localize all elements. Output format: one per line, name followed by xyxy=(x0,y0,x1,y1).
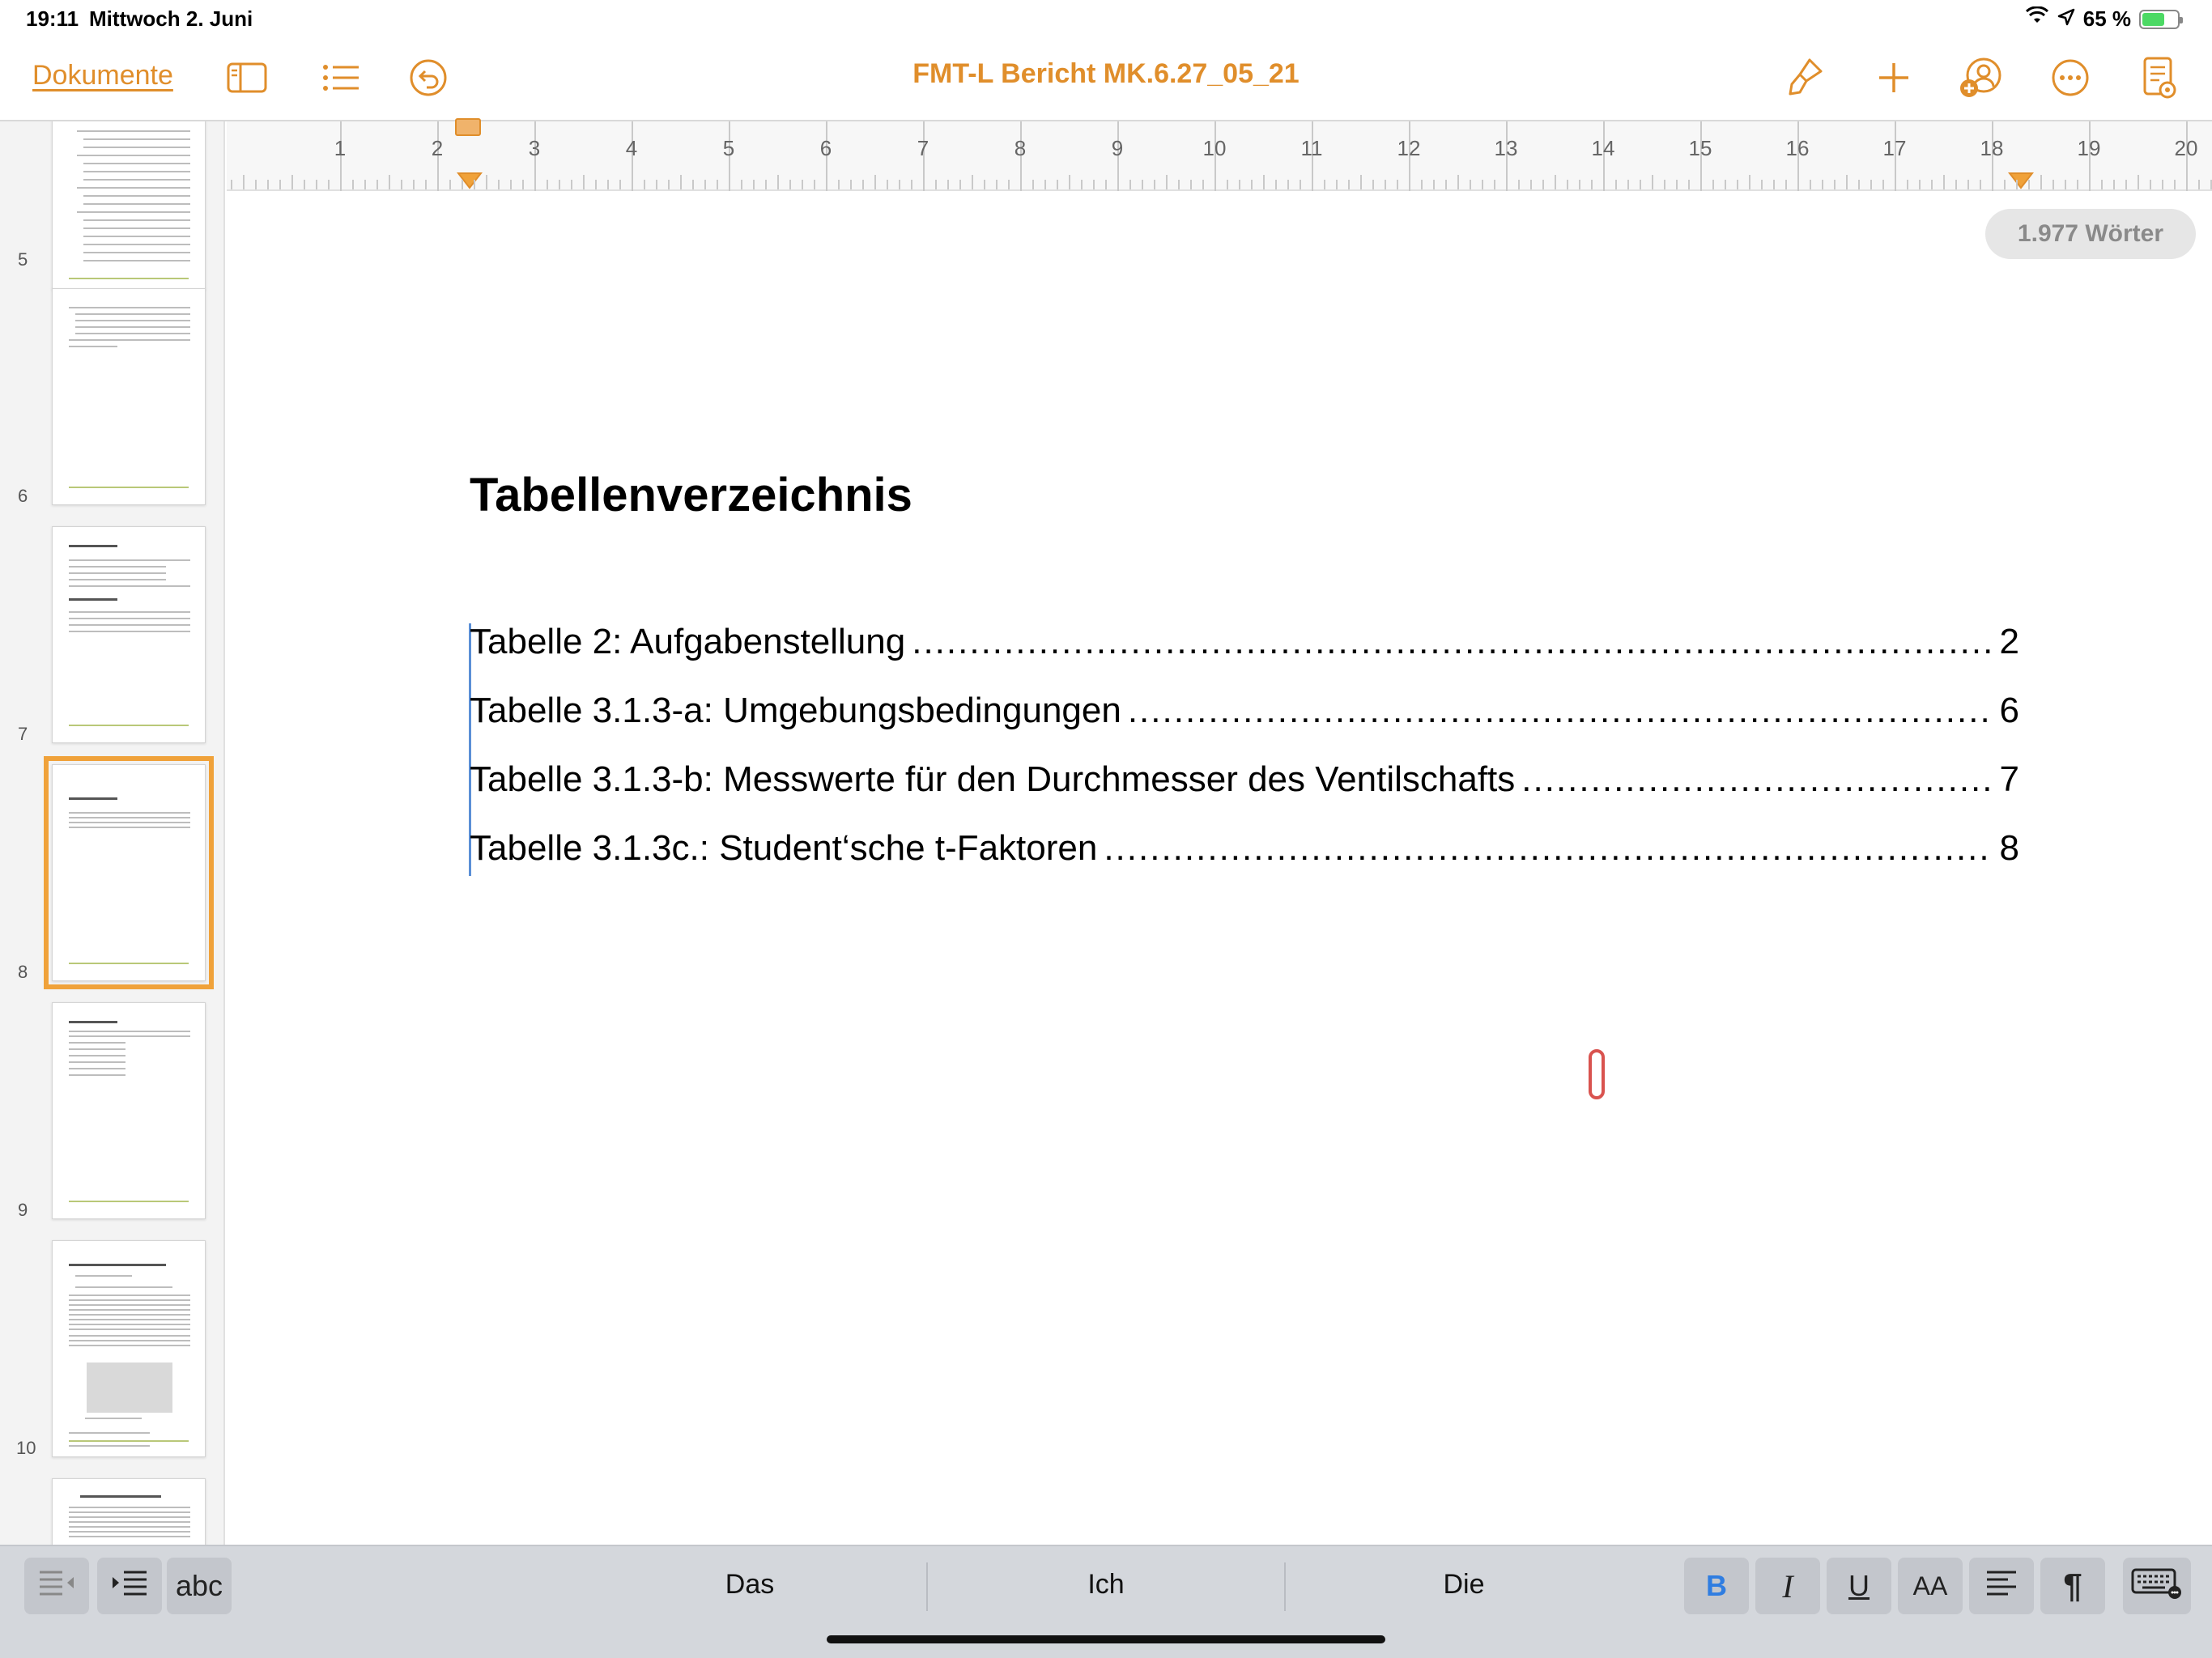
ruler-minor-tick xyxy=(1409,175,1410,189)
page-thumbnails-sidebar[interactable] xyxy=(0,121,225,1545)
documents-back-button[interactable]: Dokumente xyxy=(32,60,173,91)
ruler-minor-tick xyxy=(1797,175,1799,189)
ruler-minor-tick xyxy=(947,180,949,189)
ruler-minor-tick xyxy=(1542,180,1544,189)
ruler-minor-tick xyxy=(1081,180,1083,189)
ruler-minor-tick xyxy=(814,180,815,189)
ruler-number: 7 xyxy=(917,136,929,160)
toc-entry-page: 8 xyxy=(1999,828,2019,868)
ruler-minor-tick xyxy=(425,180,427,189)
suggestion-3[interactable]: Die xyxy=(1443,1569,1485,1600)
ruler-minor-tick xyxy=(2101,180,2103,189)
page-thumbnail-11[interactable] xyxy=(52,1478,206,1545)
ruler-number: 4 xyxy=(625,136,638,160)
ruler-minor-tick xyxy=(389,175,390,189)
page-thumbnail-5[interactable] xyxy=(52,121,206,290)
toc-entry-label: Tabelle 3.1.3-a: Umgebungsbedingungen xyxy=(470,691,1121,730)
ruler-minor-tick xyxy=(1433,180,1435,189)
ruler-minor-tick xyxy=(887,180,888,189)
more-button[interactable] xyxy=(2042,52,2099,107)
keyboard-icon xyxy=(2131,1567,2183,1606)
page-number-8: 8 xyxy=(18,962,28,982)
ruler-number: 14 xyxy=(1591,136,1615,160)
ruler-minor-tick xyxy=(923,175,925,189)
page-thumbnail-9[interactable] xyxy=(52,1002,206,1219)
page-heading[interactable]: Tabellenverzeichnis xyxy=(470,469,912,521)
ruler-minor-tick xyxy=(1020,175,1022,189)
ruler-minor-tick xyxy=(619,180,621,189)
page-thumbnail-7[interactable] xyxy=(52,526,206,743)
toc-entry-label: Tabelle 2: Aufgabenstellung xyxy=(470,622,906,661)
ruler-minor-tick xyxy=(1324,180,1325,189)
bold-button[interactable]: B xyxy=(1684,1558,1749,1614)
ruler-minor-tick xyxy=(583,175,585,189)
ruler-minor-tick xyxy=(753,180,755,189)
ruler-minor-tick xyxy=(1300,180,1301,189)
ruler-minor-tick xyxy=(1761,180,1763,189)
ruler-minor-tick xyxy=(1372,180,1374,189)
ruler-minor-tick xyxy=(1992,175,1993,189)
ruler-minor-tick xyxy=(1555,175,1556,189)
ruler-minor-tick xyxy=(1907,180,1908,189)
ruler-minor-tick xyxy=(449,180,451,189)
toc-leader-dots xyxy=(1104,828,1993,869)
ruler-minor-tick xyxy=(2016,180,2018,189)
ruler-minor-tick xyxy=(1251,180,1253,189)
collaborate-button[interactable] xyxy=(1950,52,2014,107)
ruler-minor-tick xyxy=(1227,180,1228,189)
ruler-minor-tick xyxy=(1567,180,1568,189)
ruler-minor-tick xyxy=(352,180,354,189)
ruler-number: 13 xyxy=(1494,136,1518,160)
paintbrush-icon xyxy=(1785,57,1824,103)
ruler-minor-tick xyxy=(2174,180,2176,189)
thumbnail-image xyxy=(87,1363,172,1413)
ruler-minor-tick xyxy=(1749,175,1750,189)
ruler-number: 18 xyxy=(1980,136,2004,160)
ruler-minor-tick xyxy=(1615,180,1617,189)
ruler-minor-tick xyxy=(1919,180,1921,189)
ruler-minor-tick xyxy=(316,180,317,189)
ruler-minor-tick xyxy=(2150,180,2151,189)
toc-entry-label: Tabelle 3.1.3-b: Messwerte für den Durchmesser des Ventilschafts xyxy=(470,759,1516,799)
toc-entry-label: Tabelle 3.1.3c.: Student‘sche t-Faktoren xyxy=(470,828,1098,868)
page-thumbnail-8[interactable] xyxy=(52,764,206,981)
ruler-number: 8 xyxy=(1014,136,1027,160)
ruler-minor-tick xyxy=(1931,180,1933,189)
ruler-minor-tick xyxy=(1967,180,1969,189)
outdent-icon xyxy=(38,1569,75,1604)
ruler-minor-tick xyxy=(1263,175,1265,189)
ruler-minor-tick xyxy=(1457,175,1459,189)
ruler-minor-tick xyxy=(668,180,670,189)
toc-entry-page: 6 xyxy=(1999,691,2019,730)
plus-icon xyxy=(1876,60,1912,100)
ruler-minor-tick xyxy=(1773,180,1775,189)
ruler-minor-tick xyxy=(899,180,900,189)
ruler[interactable] xyxy=(227,121,2212,191)
ruler-minor-tick xyxy=(2186,175,2188,189)
ruler-minor-tick xyxy=(1117,175,1119,189)
ruler-minor-tick xyxy=(1579,180,1580,189)
toc-entry[interactable] xyxy=(470,622,2019,670)
ruler-number: 17 xyxy=(1882,136,1907,160)
ruler-minor-tick xyxy=(1627,180,1629,189)
ruler-minor-tick xyxy=(704,180,706,189)
ruler-number: 20 xyxy=(2174,136,2198,160)
hide-keyboard-button[interactable] xyxy=(2123,1558,2191,1614)
ruler-minor-tick xyxy=(692,180,694,189)
ruler-minor-tick xyxy=(2004,180,2006,189)
font-size-button[interactable]: AA xyxy=(1898,1558,1963,1614)
ruler-minor-tick xyxy=(1700,175,1702,189)
ruler-minor-tick xyxy=(741,180,742,189)
format-button[interactable] xyxy=(1776,52,1833,107)
ruler-minor-tick xyxy=(1810,180,1811,189)
ruler-minor-tick xyxy=(1105,180,1107,189)
left-indent-marker[interactable] xyxy=(457,172,483,193)
toc-leader-dots xyxy=(1128,691,1993,731)
ruler-minor-tick xyxy=(1955,180,1957,189)
ruler-minor-tick xyxy=(1494,180,1495,189)
ellipsis-icon xyxy=(2051,58,2090,101)
alignment-button[interactable] xyxy=(1969,1558,2034,1614)
indent-button[interactable] xyxy=(97,1558,162,1614)
ruler-minor-tick xyxy=(1858,180,1860,189)
ruler-minor-tick xyxy=(1129,180,1131,189)
ruler-minor-tick xyxy=(1518,180,1520,189)
ruler-minor-tick xyxy=(243,175,245,189)
ruler-minor-tick xyxy=(1239,180,1240,189)
ruler-minor-tick xyxy=(1785,180,1787,189)
ruler-minor-tick xyxy=(984,180,985,189)
ruler-minor-tick xyxy=(2162,180,2163,189)
toc-entry[interactable] xyxy=(470,828,2019,877)
ruler-minor-tick xyxy=(1287,180,1289,189)
ruler-minor-tick xyxy=(1870,180,1872,189)
ruler-minor-tick xyxy=(1980,180,1981,189)
ruler-minor-tick xyxy=(2113,180,2115,189)
ruler-minor-tick xyxy=(595,180,597,189)
ruler-minor-tick xyxy=(1202,180,1204,189)
ruler-minor-tick xyxy=(2198,180,2200,189)
ruler-minor-tick xyxy=(1069,175,1070,189)
ruler-minor-tick xyxy=(2125,180,2127,189)
wifi-icon xyxy=(2025,6,2049,32)
pilcrow-button[interactable]: ¶ xyxy=(2040,1558,2105,1614)
ruler-minor-tick xyxy=(1032,180,1034,189)
ruler-minor-tick xyxy=(850,180,852,189)
ruler-minor-tick xyxy=(874,175,876,189)
ruler-minor-tick xyxy=(231,180,232,189)
ruler-number: 5 xyxy=(722,136,735,160)
ruler-minor-tick xyxy=(656,180,657,189)
page-thumbnail-10[interactable] xyxy=(52,1240,206,1457)
ruler-minor-tick xyxy=(862,180,864,189)
ruler-minor-tick xyxy=(522,180,524,189)
ruler-minor-tick xyxy=(1312,175,1313,189)
ruler-number: 2 xyxy=(431,136,444,160)
ruler-minor-tick xyxy=(1506,175,1508,189)
ruler-minor-tick xyxy=(1676,180,1678,189)
ruler-minor-tick xyxy=(1336,180,1338,189)
ruler-minor-tick xyxy=(680,175,682,189)
ruler-minor-tick xyxy=(1397,180,1398,189)
ruler-minor-tick xyxy=(2138,175,2139,189)
ruler-minor-tick xyxy=(972,175,973,189)
ruler-number: 10 xyxy=(1202,136,1227,160)
suggestion-2[interactable]: Ich xyxy=(1087,1569,1125,1600)
pointer-caret xyxy=(1589,1049,1605,1099)
ruler-minor-tick xyxy=(474,180,475,189)
location-arrow-icon xyxy=(2057,6,2075,32)
ruler-minor-tick xyxy=(486,175,487,189)
suggestion-1[interactable]: Das xyxy=(725,1569,775,1600)
toc-leader-dots xyxy=(912,622,1993,662)
ruler-minor-tick xyxy=(765,180,767,189)
ruler-minor-tick xyxy=(1737,180,1738,189)
ruler-minor-tick xyxy=(437,175,439,189)
ruler-minor-tick xyxy=(1712,180,1714,189)
page-number-9: 9 xyxy=(18,1200,28,1220)
ruler-minor-tick xyxy=(571,180,572,189)
ruler-minor-tick xyxy=(1154,180,1155,189)
ruler-minor-tick xyxy=(1044,180,1046,189)
ruler-number: 1 xyxy=(334,136,347,160)
ruler-minor-tick xyxy=(996,180,998,189)
ruler-minor-tick xyxy=(1214,175,1216,189)
page-number-10: 10 xyxy=(16,1438,36,1458)
ruler-minor-tick xyxy=(717,180,718,189)
ruler-minor-tick xyxy=(1482,180,1483,189)
ruler-minor-tick xyxy=(1895,175,1896,189)
ruler-number: 9 xyxy=(1111,136,1124,160)
add-person-icon xyxy=(1959,56,2005,104)
ruler-number: 11 xyxy=(1300,136,1323,160)
ruler-minor-tick xyxy=(1421,180,1423,189)
ruler-minor-tick xyxy=(340,175,342,189)
underline-button[interactable]: U xyxy=(1827,1558,1891,1614)
ruler-minor-tick xyxy=(1385,180,1386,189)
ruler-minor-tick xyxy=(2028,180,2030,189)
page-number-7: 7 xyxy=(18,724,28,744)
ruler-minor-tick xyxy=(534,175,536,189)
ruler-minor-tick xyxy=(1057,180,1058,189)
ruler-minor-tick xyxy=(255,180,257,189)
ruler-minor-tick xyxy=(802,180,803,189)
ruler-minor-tick xyxy=(401,180,402,189)
ruler-minor-tick xyxy=(559,180,560,189)
toc-entry[interactable] xyxy=(470,691,2019,739)
insert-button[interactable] xyxy=(1865,52,1922,107)
align-left-icon xyxy=(1985,1569,2018,1603)
ruler-minor-tick xyxy=(462,180,463,189)
page-thumbnail-6[interactable] xyxy=(52,288,206,505)
toc-entry-page: 2 xyxy=(1999,622,2019,661)
toc-leader-dots xyxy=(1521,759,1993,800)
ruler-minor-tick xyxy=(935,180,937,189)
first-line-indent-handle[interactable] xyxy=(455,118,481,136)
ruler-minor-tick xyxy=(1190,180,1192,189)
document-view-icon xyxy=(2142,56,2177,104)
ruler-minor-tick xyxy=(1275,180,1277,189)
outdent-button[interactable] xyxy=(24,1558,89,1614)
ruler-number: 15 xyxy=(1688,136,1712,160)
battery-percent: 65 % xyxy=(2082,6,2131,31)
ruler-minor-tick xyxy=(547,180,548,189)
ruler-minor-tick xyxy=(838,180,840,189)
ruler-minor-tick xyxy=(1664,180,1665,189)
ruler-minor-tick xyxy=(2077,180,2078,189)
ruler-minor-tick xyxy=(1603,175,1605,189)
ruler-minor-tick xyxy=(498,180,500,189)
page-number-6: 6 xyxy=(18,486,28,506)
battery-icon xyxy=(2139,10,2180,29)
ruler-minor-tick xyxy=(729,175,730,189)
ruler-minor-tick xyxy=(1943,175,1945,189)
ruler-minor-tick xyxy=(510,180,512,189)
ruler-minor-tick xyxy=(364,180,366,189)
ruler-minor-tick xyxy=(1725,180,1726,189)
toc-entry-page: 7 xyxy=(1999,759,2019,799)
ruler-minor-tick xyxy=(1142,180,1143,189)
status-date: Mittwoch 2. Juni xyxy=(89,6,253,31)
ruler-minor-tick xyxy=(1640,180,1641,189)
ruler-number: 6 xyxy=(819,136,832,160)
ruler-minor-tick xyxy=(911,180,912,189)
status-indicators xyxy=(2025,6,2180,32)
ruler-minor-tick xyxy=(644,180,645,189)
abc-button[interactable]: abc xyxy=(167,1558,232,1614)
ruler-minor-tick xyxy=(1470,180,1471,189)
indent-icon xyxy=(111,1569,148,1604)
ruler-minor-tick xyxy=(1834,180,1836,189)
ruler-minor-tick xyxy=(328,180,330,189)
document-title[interactable]: FMT-L Bericht MK.6.27_05_21 xyxy=(912,58,1300,89)
ruler-minor-tick xyxy=(1093,180,1095,189)
ruler-minor-tick xyxy=(1348,180,1350,189)
ruler-minor-tick xyxy=(632,175,633,189)
ruler-minor-tick xyxy=(777,175,779,189)
ruler-minor-tick xyxy=(291,175,293,189)
ruler-number: 19 xyxy=(2077,136,2101,160)
ruler-minor-tick xyxy=(789,180,791,189)
home-indicator[interactable] xyxy=(827,1635,1385,1643)
ruler-minor-tick xyxy=(1360,175,1362,189)
ruler-minor-tick xyxy=(607,180,609,189)
ruler-minor-tick xyxy=(1652,175,1653,189)
ruler-minor-tick xyxy=(959,180,961,189)
ruler-minor-tick xyxy=(413,180,415,189)
ruler-minor-tick xyxy=(1008,180,1010,189)
word-count-badge[interactable]: 1.977 Wörter xyxy=(1985,209,2196,259)
status-time: 19:11 xyxy=(26,6,79,31)
ruler-minor-tick xyxy=(2040,175,2042,189)
ruler-minor-tick xyxy=(1445,180,1447,189)
toc-entry[interactable] xyxy=(470,759,2019,808)
ruler-minor-tick xyxy=(1688,180,1690,189)
italic-button[interactable]: I xyxy=(1755,1558,1820,1614)
ruler-minor-tick xyxy=(1846,175,1848,189)
ruler-minor-tick xyxy=(1178,180,1180,189)
ruler-minor-tick xyxy=(826,175,827,189)
ruler-minor-tick xyxy=(304,180,305,189)
ruler-minor-tick xyxy=(2052,180,2054,189)
ruler-number: 16 xyxy=(1785,136,1810,160)
page-number-5: 5 xyxy=(18,249,28,270)
ruler-minor-tick xyxy=(2089,175,2091,189)
ruler-minor-tick xyxy=(267,180,269,189)
ruler-minor-tick xyxy=(1822,180,1823,189)
ruler-minor-tick xyxy=(1166,175,1168,189)
ruler-minor-tick xyxy=(279,180,281,189)
ruler-number: 3 xyxy=(528,136,541,160)
ruler-number: 12 xyxy=(1397,136,1421,160)
ruler-minor-tick xyxy=(1591,180,1593,189)
ruler-minor-tick xyxy=(1530,180,1532,189)
ruler-minor-tick xyxy=(1882,180,1884,189)
ruler-minor-tick xyxy=(376,180,378,189)
ruler-minor-tick xyxy=(2065,180,2066,189)
reader-view-button[interactable] xyxy=(2131,52,2188,107)
right-indent-marker[interactable] xyxy=(2008,172,2034,193)
